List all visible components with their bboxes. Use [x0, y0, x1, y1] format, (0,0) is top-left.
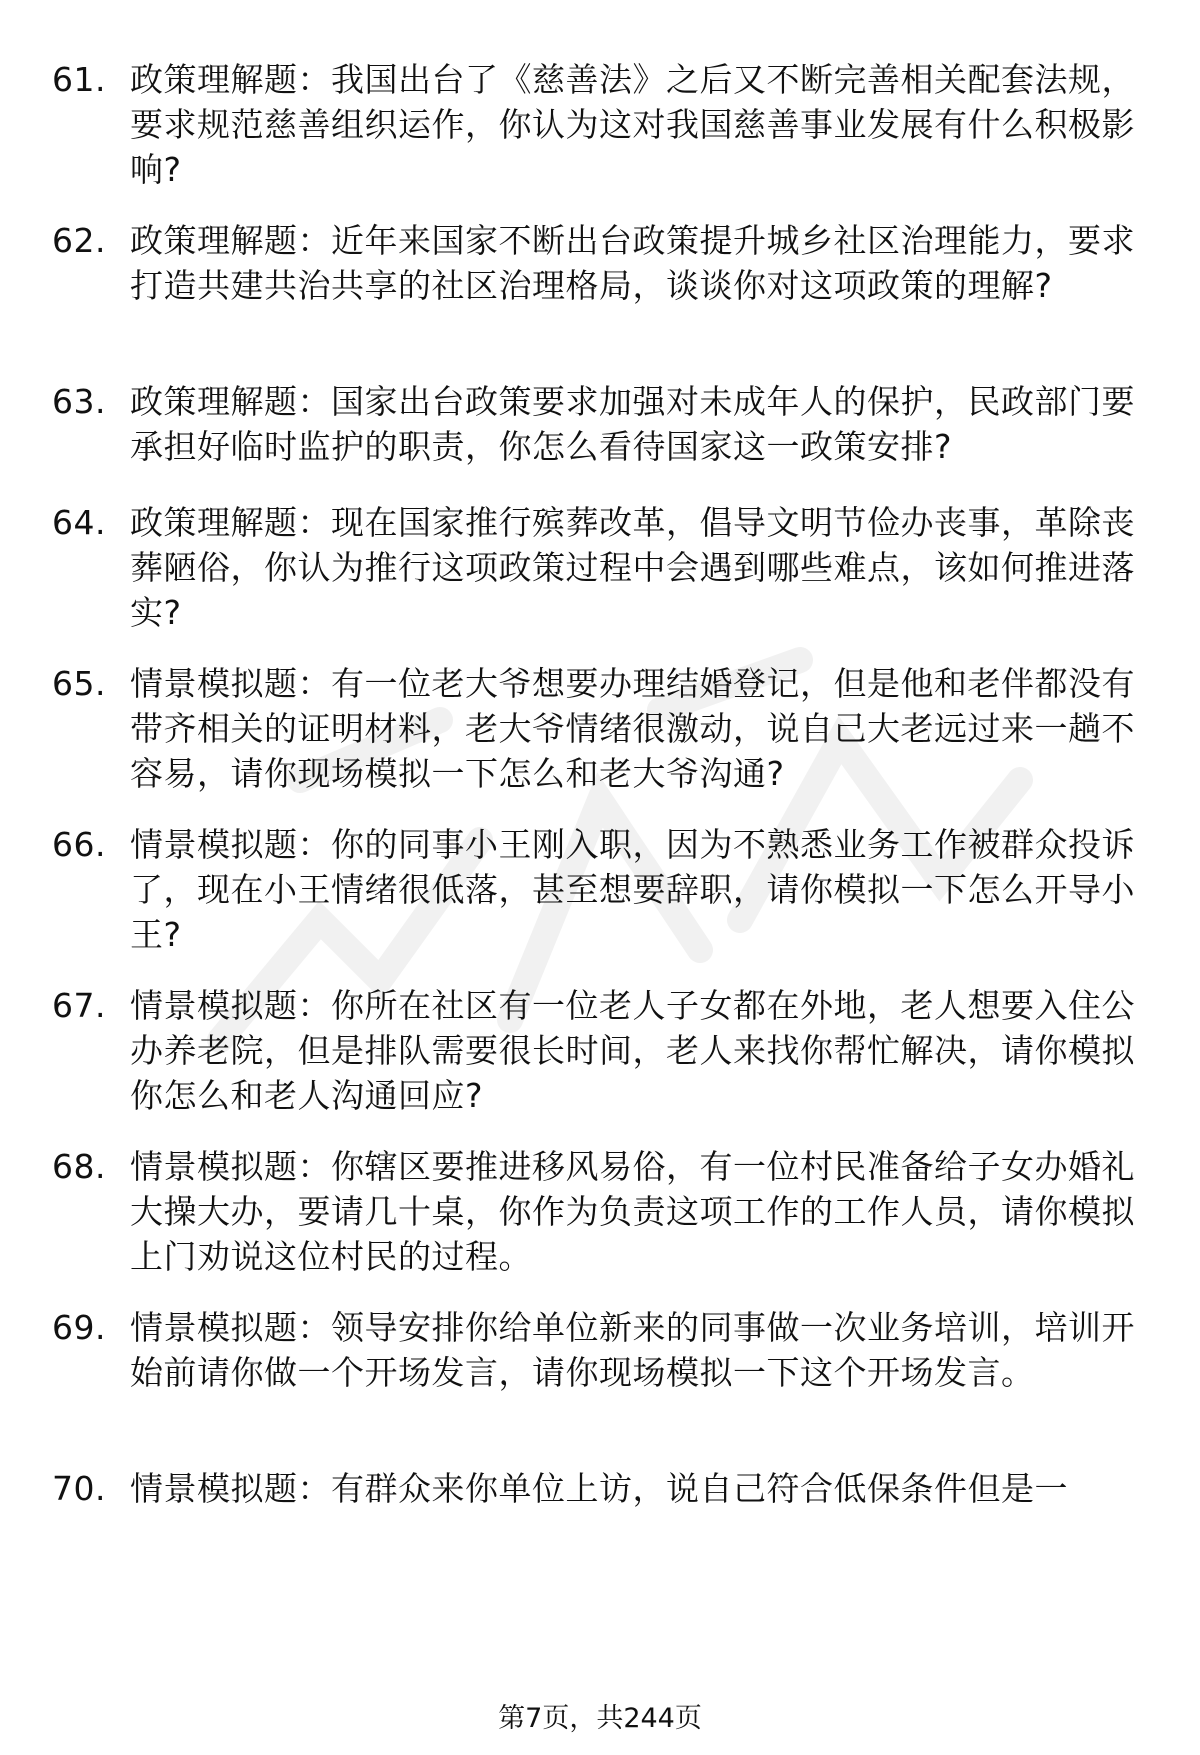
- question-item-62: [52, 218, 1152, 308]
- question-number: 61.: [52, 60, 106, 99]
- question-text: 情景模拟题：你辖区要推进移风易俗，有一位村民准备给子女办婚礼大操大办，要请几十桌，你作为负责这项工作的工作人员，请你模拟上门劝说这位村民的过程。: [130, 1147, 1135, 1276]
- question-item-66: [52, 822, 1152, 957]
- question-text: 情景模拟题：有一位老大爷想要办理结婚登记，但是他和老伴都没有带齐相关的证明材料，老大爷情绪很激动，说自己大老远过来一趟不容易，请你现场模拟一下怎么和老大爷沟通?: [130, 664, 1135, 793]
- question-item-65: [52, 661, 1152, 796]
- question-text: 情景模拟题：你的同事小王刚入职，因为不熟悉业务工作被群众投诉了，现在小王情绪很低落，甚至想要辞职，请你模拟一下怎么开导小王?: [130, 825, 1135, 954]
- question-item-68: [52, 1144, 1152, 1279]
- question-number: 69.: [52, 1308, 106, 1347]
- question-text: 情景模拟题：领导安排你给单位新来的同事做一次业务培训，培训开始前请你做一个开场发言，请你现场模拟一下这个开场发言。: [130, 1308, 1135, 1392]
- page-number-footer: 第7页，共244页: [498, 1703, 702, 1734]
- question-number: 70.: [52, 1469, 106, 1508]
- question-number: 63.: [52, 382, 106, 421]
- question-number: 67.: [52, 986, 106, 1025]
- question-text: 政策理解题：近年来国家不断出台政策提升城乡社区治理能力，要求打造共建共治共享的社区治理格局，谈谈你对这项政策的理解?: [130, 221, 1135, 305]
- question-text: 政策理解题：国家出台政策要求加强对未成年人的保护，民政部门要承担好临时监护的职责，你怎么看待国家这一政策安排?: [130, 382, 1135, 466]
- question-text: 政策理解题：现在国家推行殡葬改革，倡导文明节俭办丧事，革除丧葬陋俗，你认为推行这项政策过程中会遇到哪些难点，该如何推进落实?: [130, 503, 1135, 632]
- question-item-64: [52, 500, 1152, 635]
- question-item-69: [52, 1305, 1152, 1395]
- question-number: 64.: [52, 503, 106, 542]
- question-item-70: [52, 1466, 1152, 1511]
- question-item-67: [52, 983, 1152, 1118]
- question-text: 情景模拟题：有群众来你单位上访，说自己符合低保条件但是一: [130, 1469, 1068, 1508]
- question-text: 政策理解题：我国出台了《慈善法》之后又不断完善相关配套法规，要求规范慈善组织运作，你认为这对我国慈善事业发展有什么积极影响?: [130, 60, 1135, 189]
- question-item-61: [52, 57, 1152, 192]
- question-number: 65.: [52, 664, 106, 703]
- question-number: 62.: [52, 221, 106, 260]
- question-item-63: [52, 379, 1152, 469]
- question-text: 情景模拟题：你所在社区有一位老人子女都在外地，老人想要入住公办养老院，但是排队需要很长时间，老人来找你帮忙解决，请你模拟你怎么和老人沟通回应?: [130, 986, 1135, 1115]
- question-number: 66.: [52, 825, 106, 864]
- question-number: 68.: [52, 1147, 106, 1186]
